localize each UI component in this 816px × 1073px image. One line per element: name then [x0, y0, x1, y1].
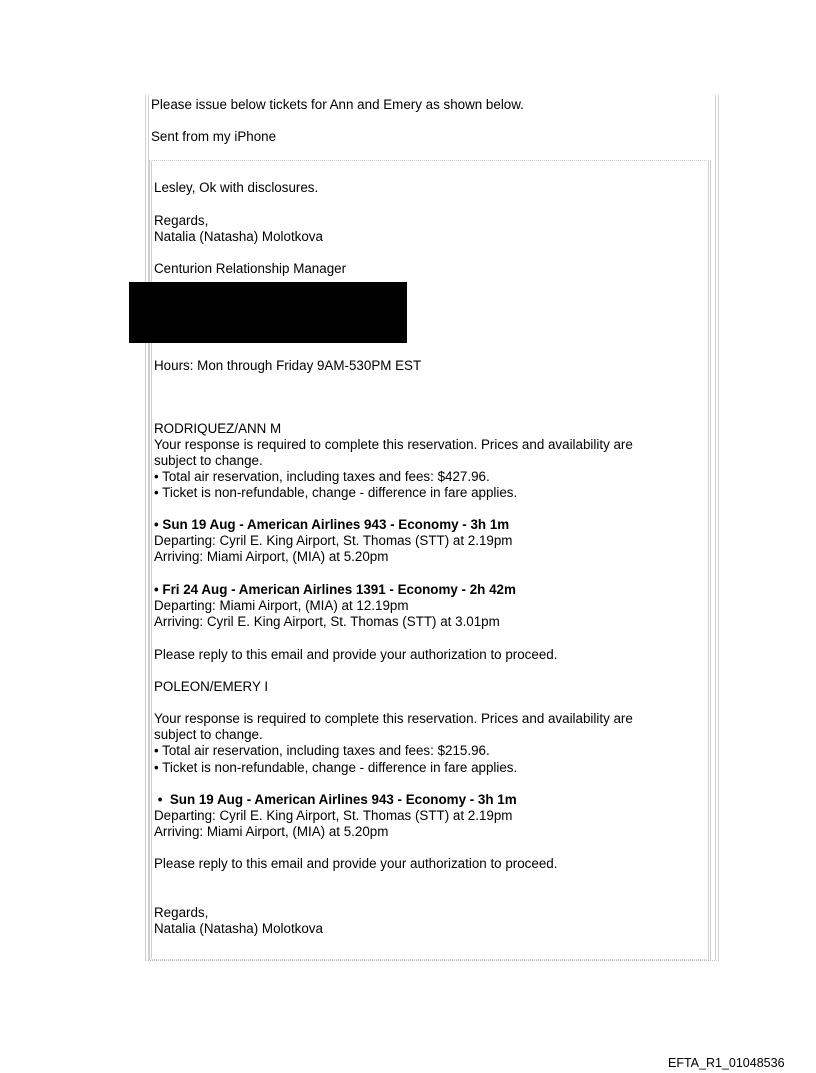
passenger-2-total: • Total air reservation, including taxes and fees: $215.96.: [154, 743, 490, 758]
passenger-1-flight-2-arrive: Arriving: Cyril E. King Airport, St. Thomas (STT) at 3.01pm: [154, 614, 500, 629]
regards-1: Regards,: [154, 213, 209, 228]
passenger-2-refund: • Ticket is non-refundable, change - difference in fare applies.: [154, 760, 518, 775]
passenger-1-refund: • Ticket is non-refundable, change - difference in fare applies.: [154, 485, 518, 500]
sent-from: Sent from my iPhone: [151, 129, 277, 144]
passenger-2-flight-1-header: • Sun 19 Aug - American Airlines 943 - Economy - 3h 1m: [154, 792, 517, 807]
passenger-2-name: POLEON/EMERY I: [154, 679, 269, 694]
passenger-1-total: • Total air reservation, including taxes and fees: $427.96.: [154, 469, 490, 484]
passenger-2-flight-1-arrive: Arriving: Miami Airport, (MIA) at 5.20pm: [154, 824, 389, 839]
passenger-2-notice-l1: Your response is required to complete this reservation. Prices and availability are: [154, 711, 633, 726]
hours: Hours: Mon through Friday 9AM-530PM EST: [154, 358, 422, 373]
sender-name-2: Natalia (Natasha) Molotkova: [154, 921, 323, 936]
document-id: EFTA_R1_01048536: [668, 1056, 785, 1070]
sender-name-1: Natalia (Natasha) Molotkova: [154, 229, 323, 244]
passenger-2-reply: Please reply to this email and provide your authorization to proceed.: [154, 856, 558, 871]
passenger-1-name: RODRIQUEZ/ANN M: [154, 421, 282, 436]
passenger-1-flight-1-header: • Sun 19 Aug - American Airlines 943 - Economy - 3h 1m: [154, 517, 510, 532]
passenger-2-flight-1-depart: Departing: Cyril E. King Airport, St. Thomas (STT) at 2.19pm: [154, 808, 513, 823]
passenger-1-flight-2-header: • Fri 24 Aug - American Airlines 1391 - Economy - 2h 42m: [154, 582, 516, 597]
passenger-1-flight-1-arrive: Arriving: Miami Airport, (MIA) at 5.20pm: [154, 549, 389, 564]
passenger-1-flight-1-depart: Departing: Cyril E. King Airport, St. Thomas (STT) at 2.19pm: [154, 533, 513, 548]
redaction-box: [129, 282, 407, 343]
passenger-1-reply: Please reply to this email and provide your authorization to proceed.: [154, 647, 558, 662]
top-line: Please issue below tickets for Ann and Emery as shown below.: [151, 97, 524, 112]
passenger-2-notice-l2: subject to change.: [154, 727, 263, 742]
greeting: Lesley, Ok with disclosures.: [154, 180, 319, 195]
passenger-1-flight-2-depart: Departing: Miami Airport, (MIA) at 12.19pm: [154, 598, 409, 613]
passenger-1-notice-l1: Your response is required to complete this reservation. Prices and availability are: [154, 437, 633, 452]
sender-title: Centurion Relationship Manager: [154, 261, 347, 276]
regards-2: Regards,: [154, 905, 209, 920]
passenger-1-notice-l2: subject to change.: [154, 453, 263, 468]
